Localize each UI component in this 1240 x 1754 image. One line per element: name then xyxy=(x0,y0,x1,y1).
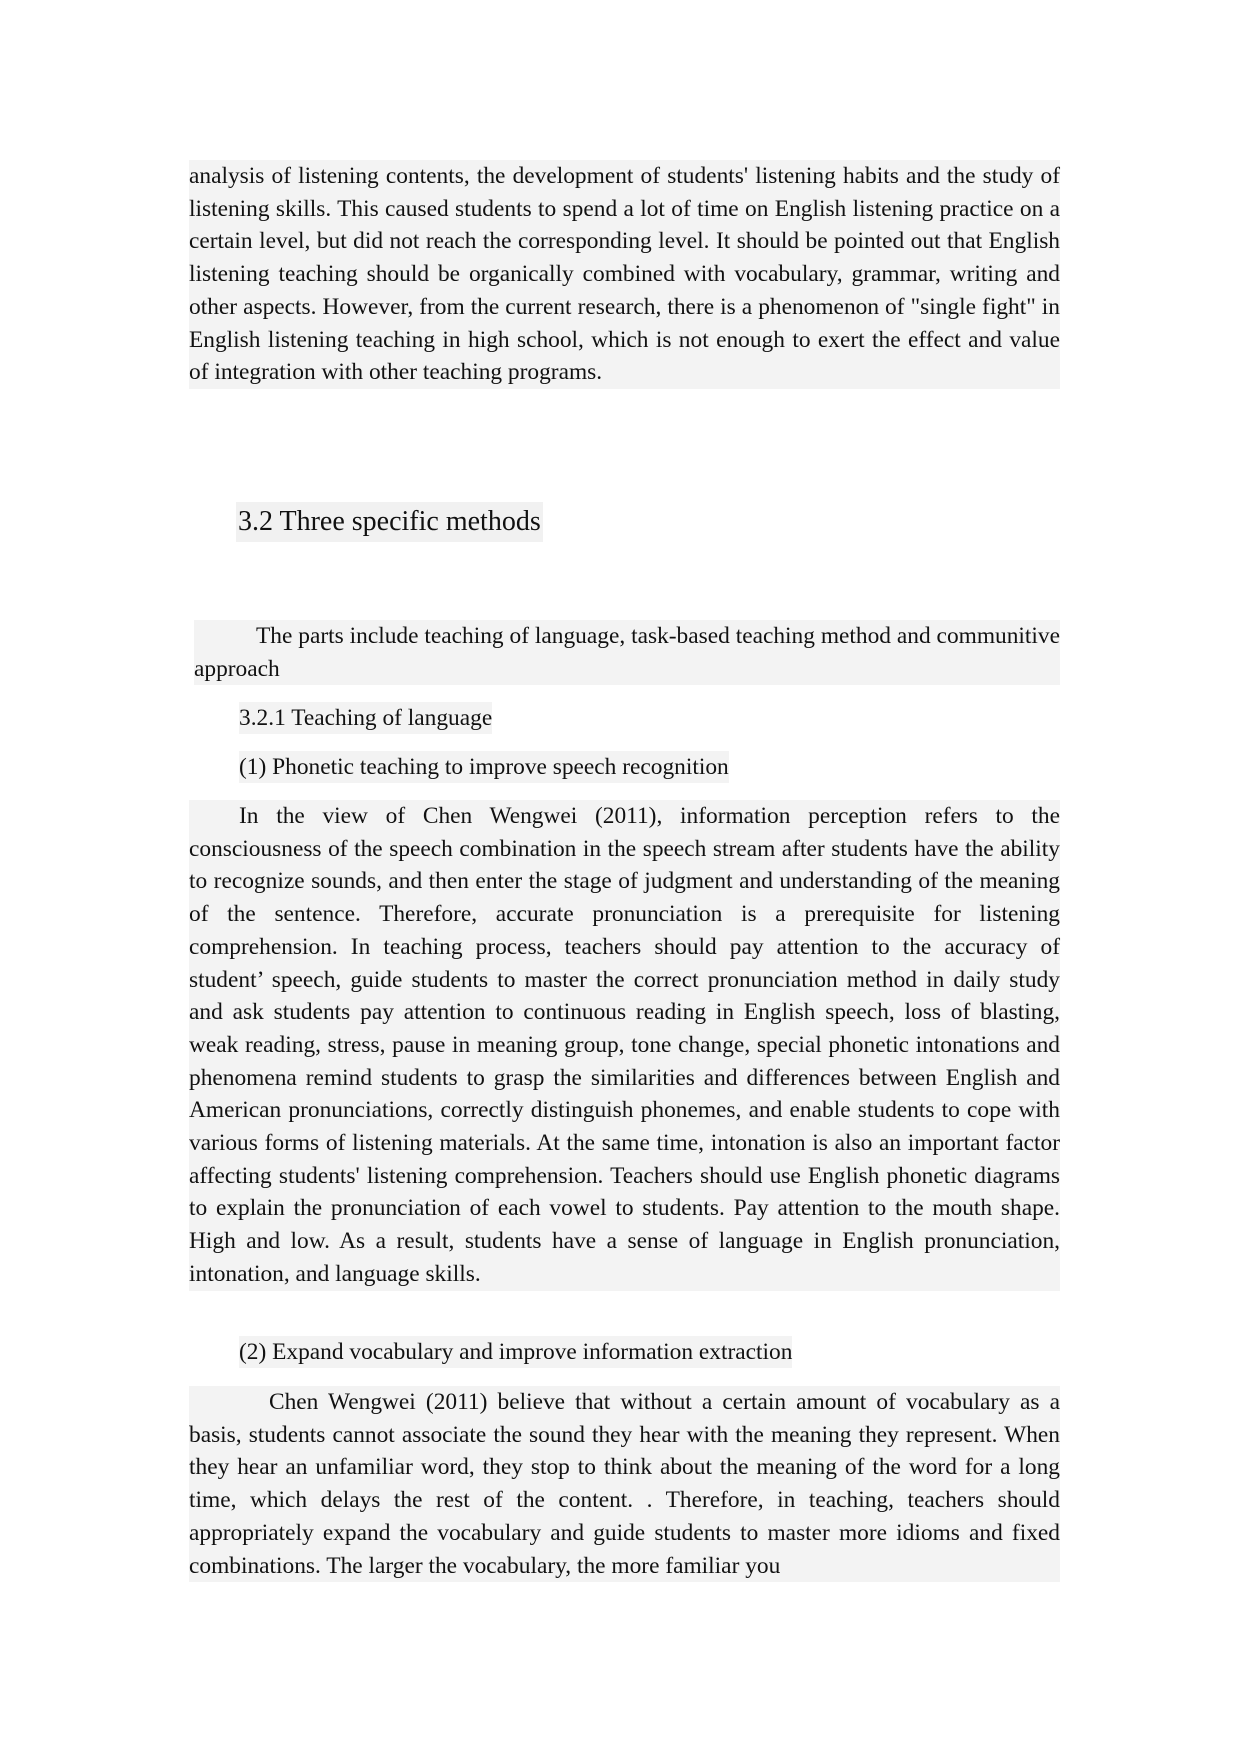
vocabulary-paragraph: Chen Wengwei (2011) believe that without a certain amount of vocabulary as a basis, students cannot associate the sound they hear with the meaning they represent. When they hear an unfamiliar word, they stop to think about the meaning of the word for a long time, which delays the rest of the content. . Therefore, in teaching, teachers should appropriately expand the vocabulary and guide students to master more idioms and fixed combinations. The larger the vocabulary, the more familiar you xyxy=(189,1386,1060,1582)
opening-paragraph: analysis of listening contents, the development of students' listening habits and the study of listening skills. This caused students to spend a lot of time on English listening practice on a certain level, but did not reach the corresponding level. It should be pointed out that English listening teaching should be organically combined with vocabulary, grammar, writing and other aspects. However, from the current research, there is a phenomenon of "single fight" in English listening teaching in high school, which is not enough to exert the effect and value of integration with other teaching programs. xyxy=(189,160,1060,389)
intro-paragraph: The parts include teaching of language, task-based teaching method and communitive approach xyxy=(194,620,1060,685)
subsection-heading: 3.2.1 Teaching of language xyxy=(239,702,492,734)
section-heading: 3.2 Three specific methods xyxy=(236,502,543,542)
subheading-phonetic-teaching: (1) Phonetic teaching to improve speech recognition xyxy=(239,751,729,783)
subheading-expand-vocabulary: (2) Expand vocabulary and improve information extraction xyxy=(239,1336,792,1368)
phonetic-teaching-paragraph: In the view of Chen Wengwei (2011), information perception refers to the consciousness of the speech combination in the speech stream after students have the ability to recognize sounds, and then enter the stage of judgment and understanding of the meaning of the sentence. Therefore, accurate pronunciation is a prerequisite for listening comprehension. In teaching process, teachers should pay attention to the accuracy of student’ speech, guide students to master the correct pronunciation method in daily study and ask students pay attention to continuous reading in English speech, loss of blasting, weak reading, stress, pause in meaning group, tone change, special phonetic intonations and phenomena remind students to grasp the similarities and differences between English and American pronunciations, correctly distinguish phonemes, and enable students to cope with various forms of listening materials. At the same time, intonation is also an important factor affecting students' listening comprehension. Teachers should use English phonetic diagrams to explain the pronunciation of each vowel to students. Pay attention to the mouth shape. High and low. As a result, students have a sense of language in English pronunciation, intonation, and language skills. xyxy=(189,800,1060,1291)
